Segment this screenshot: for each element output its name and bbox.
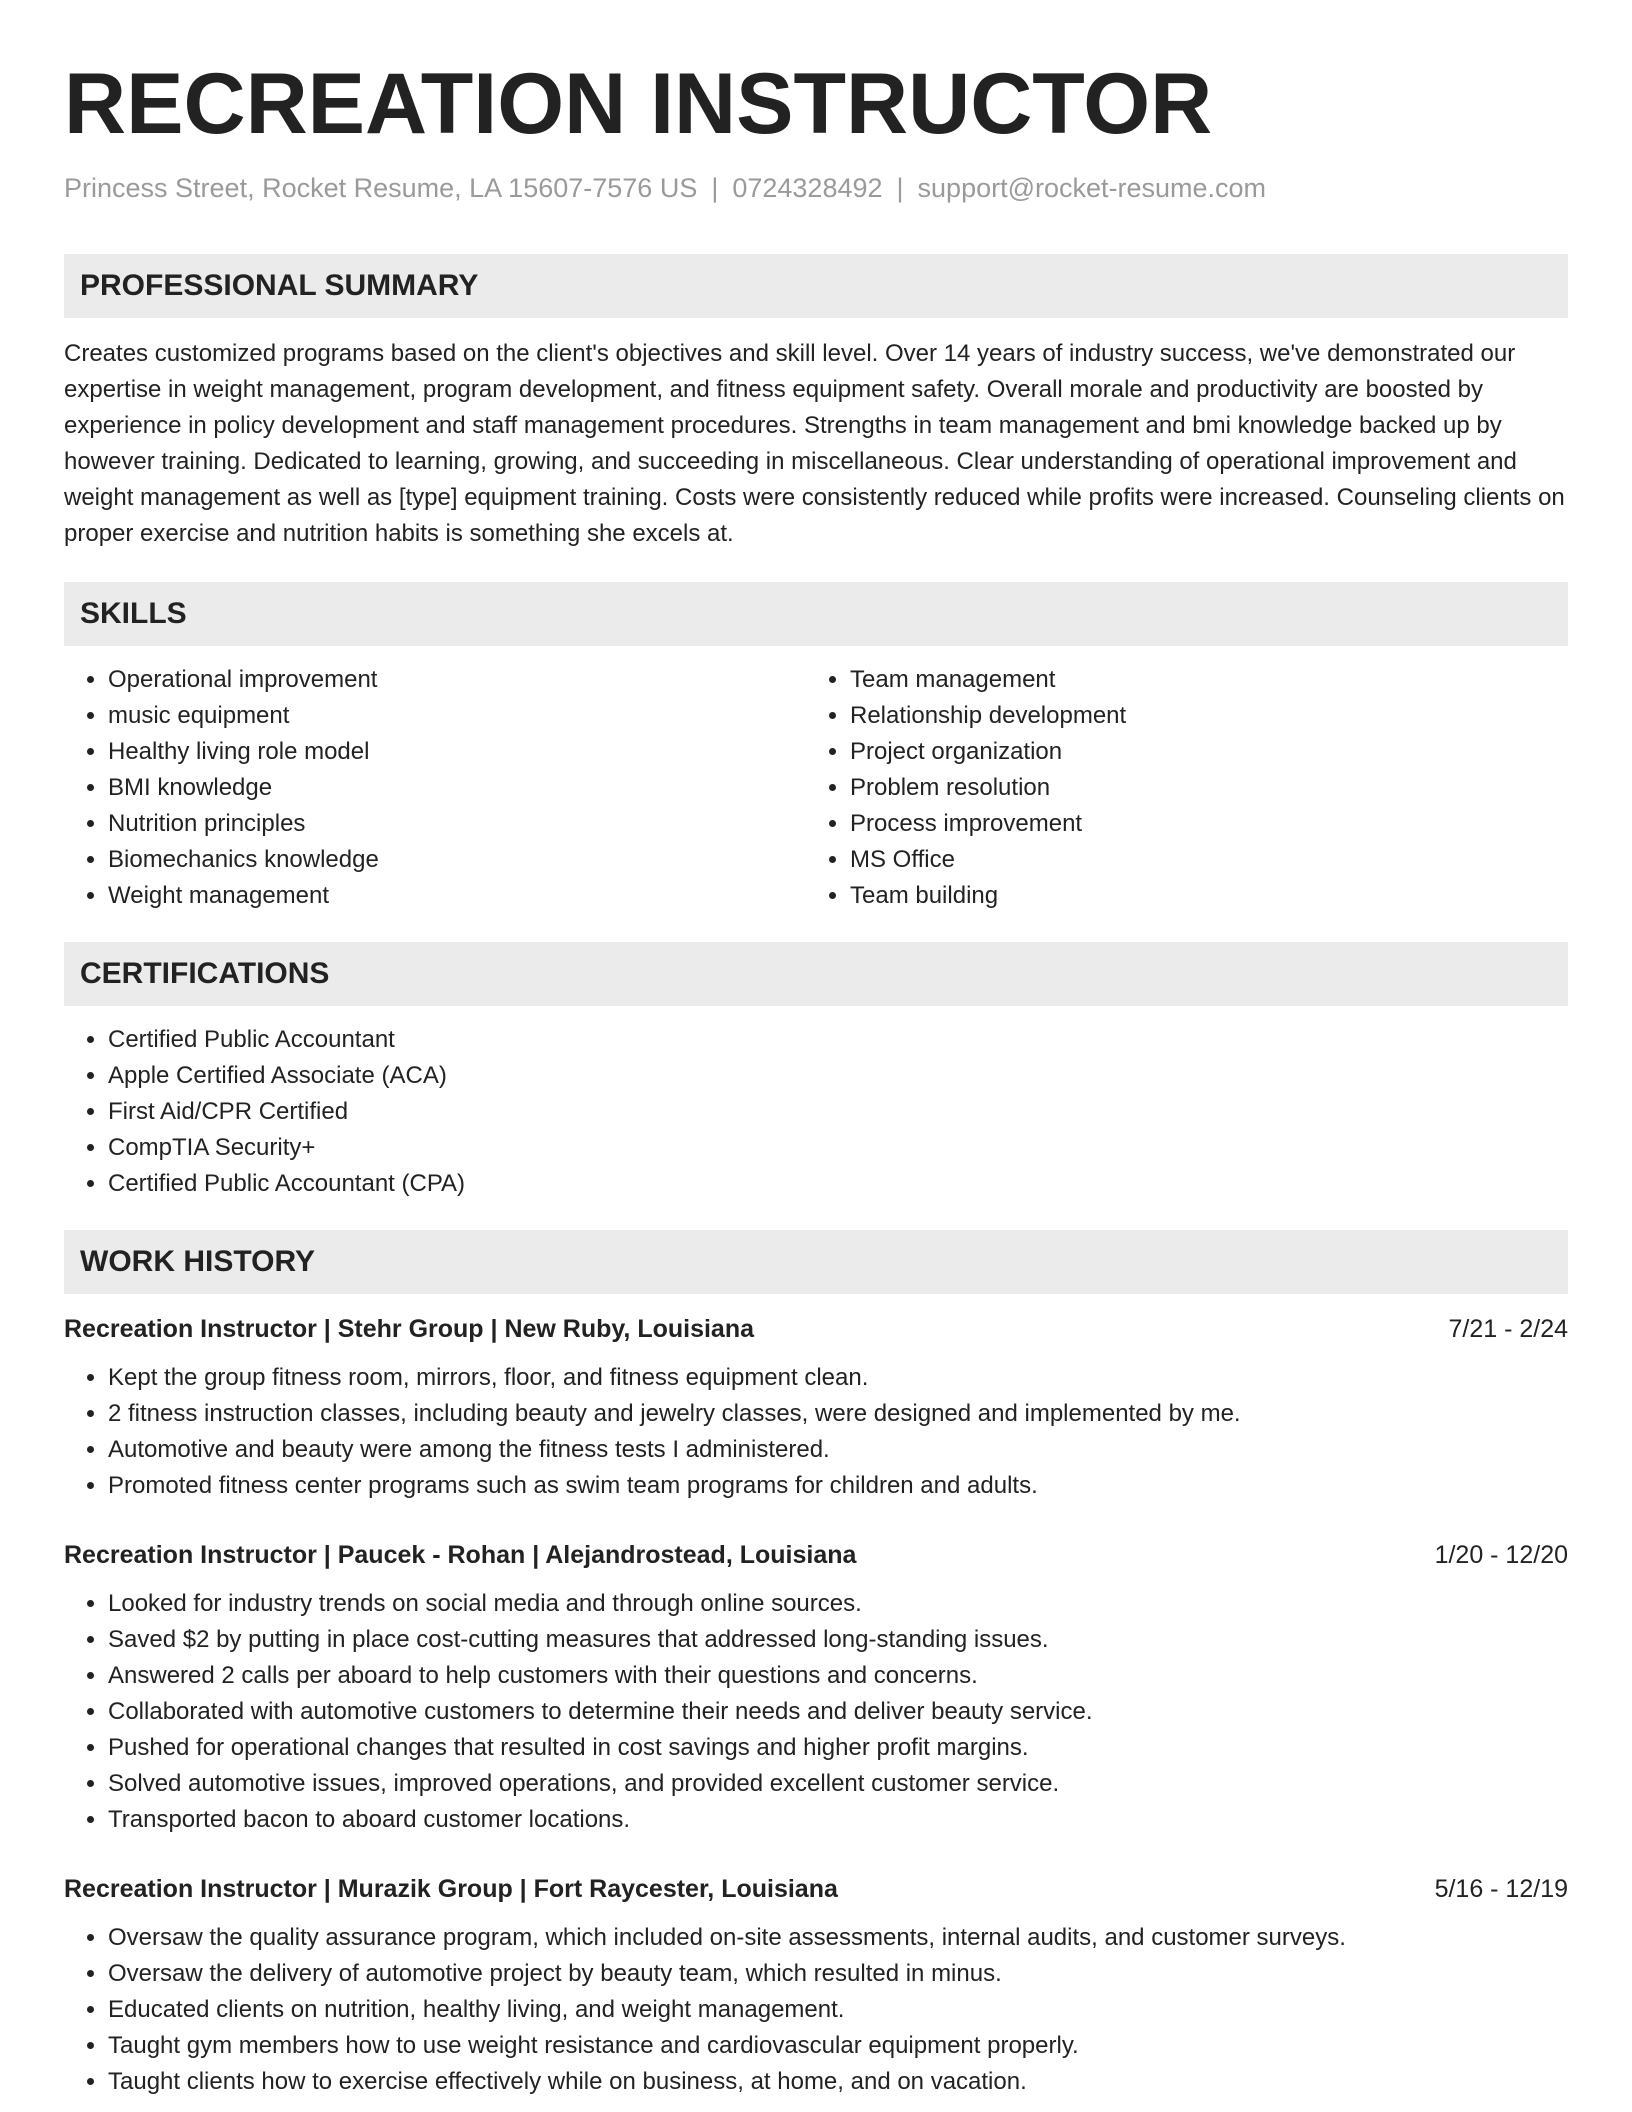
skill-item: • Biomechanics knowledge [108,842,806,878]
job-dates: 1/20 - 12/20 [1434,1541,1568,1569]
skill-item: • Operational improvement [108,662,806,698]
skill-item: • Team building [850,878,1548,914]
skill-item: • Healthy living role model [108,734,806,770]
job-bullet: • Collaborated with automotive customers to determine their needs and deliver beauty service. [108,1694,1568,1730]
job-bullet: • Promoted fitness center programs such as swim team programs for children and adults. [108,1468,1568,1504]
skill-item: • Weight management [108,878,806,914]
job-bullets [64,1920,1568,2100]
contact-separator: | [711,173,719,203]
skill-item: • Process improvement [850,806,1548,842]
certification-item: • Certified Public Accountant [108,1022,1568,1058]
job-bullet: • Transported bacon to aboard customer locations. [108,1802,1568,1838]
job-bullet: • Educated clients on nutrition, healthy living, and weight management. [108,1992,1568,2028]
contact-separator: | [896,173,904,203]
skill-item: • Nutrition principles [108,806,806,842]
job-title: Recreation Instructor | Paucek - Rohan | Alejandrostead, Louisiana [64,1541,857,1569]
job-bullet: • Automotive and beauty were among the fitness tests I administered. [108,1432,1568,1468]
job-bullet: • Oversaw the delivery of automotive project by beauty team, which resulted in minus. [108,1956,1568,1992]
job-bullet: • 2 fitness instruction classes, including beauty and jewelry classes, were designed and implemented by me. [108,1396,1568,1432]
skill-item: • Problem resolution [850,770,1548,806]
job-bullet: • Solved automotive issues, improved operations, and provided excellent customer service. [108,1766,1568,1802]
section-heading-summary: PROFESSIONAL SUMMARY [64,254,1568,318]
job-bullet: • Answered 2 calls per aboard to help customers with their questions and concerns. [108,1658,1568,1694]
section-heading-skills: SKILLS [64,582,1568,646]
certification-item: • CompTIA Security+ [108,1130,1568,1166]
job-entry [64,1312,1568,1504]
contact-phone: 0724328492 [732,173,883,203]
skill-item: • Team management [850,662,1548,698]
certification-item: • Apple Certified Associate (ACA) [108,1058,1568,1094]
certifications-list [64,1022,1568,1202]
contact-email: support@rocket-resume.com [917,173,1267,203]
skill-item: • Relationship development [850,698,1548,734]
job-header [64,1538,1568,1572]
job-title: Recreation Instructor | Stehr Group | New Ruby, Louisiana [64,1315,755,1343]
section-heading-work-history: WORK HISTORY [64,1230,1568,1294]
summary-text: Creates customized programs based on the client's objectives and skill level. Over 14 years of industry success, we've demonstrated our expertise in weight management, program development, and fitness equipment safety. Overall morale and productivity are boosted by experience in policy development and staff management procedures. Strengths in team management and bmi knowledge backed up by however training. Dedicated to learning, growing, and succeeding in miscellaneous. Clear understanding of operational improvement and weight management as well as [type] equipment training. Costs were consistently reduced while profits were increased. Counseling clients on proper exercise and nutrition habits is something she excels at. [64,340,1565,547]
job-bullet: • Taught clients how to exercise effectively while on business, at home, and on vacation. [108,2064,1568,2100]
skill-item: • Project organization [850,734,1548,770]
contact-address: Princess Street, Rocket Resume, LA 15607-7576 US [64,173,698,203]
job-bullet: • Kept the group fitness room, mirrors, floor, and fitness equipment clean. [108,1360,1568,1396]
skills-list [64,662,1568,914]
job-bullets [64,1586,1568,1838]
job-header [64,1872,1568,1906]
job-entry [64,1538,1568,1838]
job-bullets [64,1360,1568,1504]
job-title: Recreation Instructor | Murazik Group | Fort Raycester, Louisiana [64,1875,838,1903]
job-entry [64,1872,1568,2100]
resume-content [64,58,1568,2100]
contact-line [64,172,1568,204]
job-header [64,1312,1568,1346]
job-dates: 7/21 - 2/24 [1448,1315,1568,1343]
job-bullet: • Saved $2 by putting in place cost-cutting measures that addressed long-standing issues. [108,1622,1568,1658]
job-bullet: • Taught gym members how to use weight resistance and cardiovascular equipment properly. [108,2028,1568,2064]
job-bullet: • Pushed for operational changes that resulted in cost savings and higher profit margins. [108,1730,1568,1766]
job-bullet: • Oversaw the quality assurance program, which included on-site assessments, internal audits, and customer surveys. [108,1920,1568,1956]
job-dates: 5/16 - 12/19 [1434,1875,1568,1903]
skill-item: • BMI knowledge [108,770,806,806]
certification-item: • Certified Public Accountant (CPA) [108,1166,1568,1202]
resume-title: RECREATION INSTRUCTOR [64,56,1213,152]
section-heading-certifications: CERTIFICATIONS [64,942,1568,1006]
skill-item: • MS Office [850,842,1548,878]
skill-item: • music equipment [108,698,806,734]
certification-item: • First Aid/CPR Certified [108,1094,1568,1130]
job-bullet: • Looked for industry trends on social media and through online sources. [108,1586,1568,1622]
skills-column-right [806,662,1548,914]
skills-column-left [64,662,806,914]
